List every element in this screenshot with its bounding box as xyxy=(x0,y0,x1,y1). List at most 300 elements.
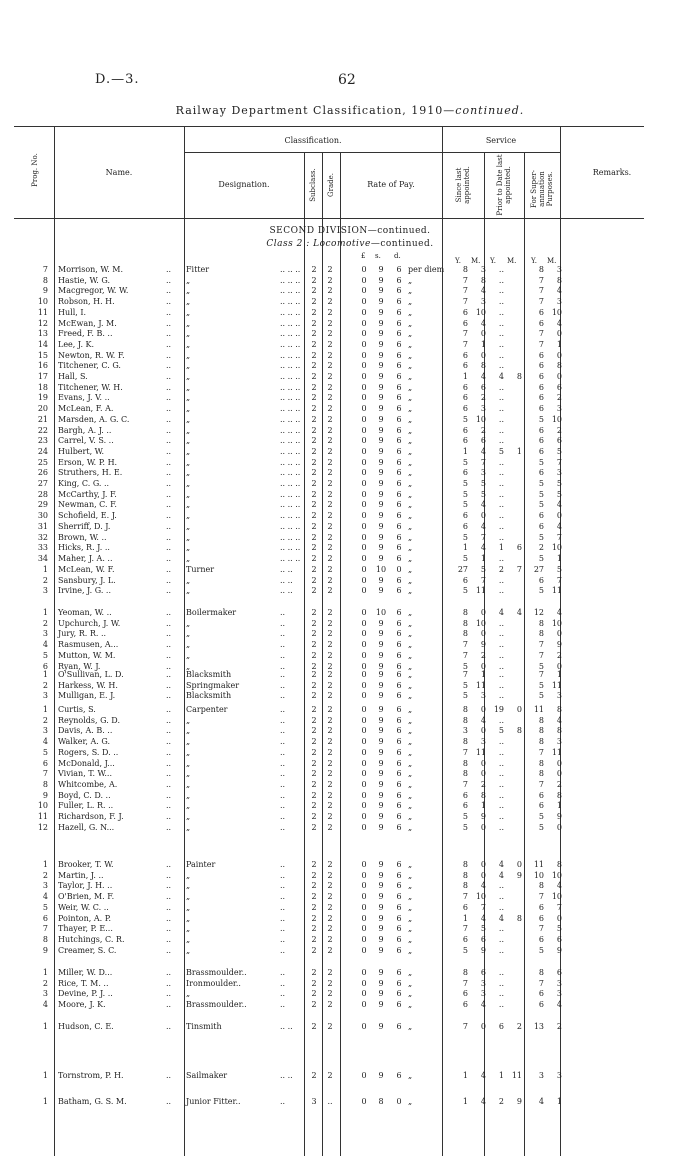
cell-super-years: 8 xyxy=(538,715,544,725)
cell-prior-years: .. xyxy=(498,318,504,328)
cell-grade: 2 xyxy=(327,1071,333,1080)
cell-grade: 2 xyxy=(327,661,333,671)
cell-since-years: 7 xyxy=(462,892,468,902)
cell-leader-dots: .. .. .. xyxy=(280,532,301,542)
cell-leader-dots: .. xyxy=(166,575,172,585)
cell-prog-no: 34 xyxy=(37,553,48,563)
cell-designation: „ xyxy=(186,870,191,880)
cell-leader-dots: .. xyxy=(166,1071,172,1080)
cell-prog-no: 9 xyxy=(42,790,48,800)
cell-pay-pounds: 0 xyxy=(361,650,367,660)
cell-prior-years: .. xyxy=(498,934,504,944)
cell-prior-years: 4 xyxy=(498,372,504,381)
cell-subclass: 2 xyxy=(311,286,317,296)
cell-super-months: 0 xyxy=(556,511,562,521)
cell-pay-pence: 6 xyxy=(396,446,402,456)
cell-leader-dots: .. .. xyxy=(280,575,293,585)
page-title xyxy=(0,104,700,117)
table-row xyxy=(0,651,700,661)
cell-designation: „ xyxy=(186,586,191,596)
cell-subclass: 2 xyxy=(311,565,317,574)
cell-since-years: 1 xyxy=(462,372,468,381)
table-row xyxy=(0,823,700,833)
cell-super-months: 7 xyxy=(556,575,562,585)
table-row xyxy=(0,308,700,318)
cell-pay-period: „ xyxy=(408,737,413,747)
cell-pay-shillings: 9 xyxy=(378,640,384,650)
cell-leader-dots: .. xyxy=(166,934,172,944)
cell-pay-pence: 6 xyxy=(396,586,402,596)
cell-since-months: 2 xyxy=(480,650,486,660)
cell-grade: 2 xyxy=(327,329,333,339)
table-row xyxy=(0,903,700,913)
cell-since-months: 0 xyxy=(480,629,486,639)
cell-pay-period: „ xyxy=(408,1071,413,1080)
cell-super-months: 10 xyxy=(551,618,562,628)
cell-designation: „ xyxy=(186,532,191,542)
cell-super-years: 6 xyxy=(538,521,544,531)
cell-grade: 2 xyxy=(327,500,333,510)
cell-name: Martin, J. .. xyxy=(58,870,104,880)
cell-pay-pounds: 0 xyxy=(361,350,367,360)
cell-pay-shillings: 9 xyxy=(378,629,384,639)
cell-pay-pence: 6 xyxy=(396,339,402,349)
cell-leader-dots: .. .. .. xyxy=(280,457,301,467)
cell-subclass: 2 xyxy=(311,715,317,725)
cell-pay-shillings: 9 xyxy=(378,1071,384,1080)
cell-leader-dots: .. xyxy=(280,978,286,988)
cell-grade: 2 xyxy=(327,978,333,988)
cell-super-months: 6 xyxy=(556,968,562,977)
cell-super-months: 4 xyxy=(556,286,562,296)
table-top-rule xyxy=(14,126,644,127)
cell-leader-dots: .. xyxy=(280,801,286,811)
cell-name: Mulligan, E. J. xyxy=(58,691,116,701)
cell-super-years: 8 xyxy=(538,726,544,736)
cell-name: Irvine, J. G. .. xyxy=(58,586,111,596)
cell-since-months: 4 xyxy=(480,715,486,725)
cell-prog-no: 15 xyxy=(37,350,48,360)
cell-name: Jury, R. R. .. xyxy=(58,629,107,639)
cell-name: Curtis, S. xyxy=(58,705,96,714)
cell-since-months: 1 xyxy=(480,339,486,349)
cell-leader-dots: .. xyxy=(166,629,172,639)
cell-since-years: 1 xyxy=(462,1097,468,1106)
cell-designation: „ xyxy=(186,468,191,478)
cell-pay-pounds: 0 xyxy=(361,553,367,563)
cell-pay-period: „ xyxy=(408,860,413,869)
cell-since-months: 11 xyxy=(475,747,486,757)
cell-pay-period: „ xyxy=(408,801,413,811)
cell-name: Devine, P. J. .. xyxy=(58,989,113,999)
cell-name: Hall, S. xyxy=(58,372,88,381)
cell-pay-shillings: 9 xyxy=(378,532,384,542)
cell-prior-months: 1 xyxy=(516,446,522,456)
cell-super-months: 5 xyxy=(556,565,562,574)
cell-subclass: 2 xyxy=(311,479,317,488)
cell-pay-pence: 6 xyxy=(396,726,402,736)
cell-since-months: 4 xyxy=(480,913,486,923)
cell-grade: 2 xyxy=(327,747,333,757)
cell-pay-shillings: 8 xyxy=(378,1097,384,1106)
cell-grade: 2 xyxy=(327,404,333,414)
cell-pay-shillings: 9 xyxy=(378,779,384,789)
cell-prior-years: .. xyxy=(498,436,504,446)
cell-pay-pounds: 0 xyxy=(361,881,367,891)
cell-leader-dots: .. .. .. xyxy=(280,425,301,435)
cell-designation: „ xyxy=(186,989,191,999)
cell-pay-period: „ xyxy=(408,870,413,880)
cell-pay-pounds: 0 xyxy=(361,978,367,988)
cell-super-years: 6 xyxy=(538,404,544,414)
cell-since-months: 7 xyxy=(480,532,486,542)
cell-leader-dots: .. xyxy=(280,945,286,955)
cell-leader-dots: .. xyxy=(166,307,172,317)
table-row xyxy=(0,404,700,414)
table-row xyxy=(0,447,700,457)
cell-pay-pence: 6 xyxy=(396,934,402,944)
cell-pay-pence: 6 xyxy=(396,670,402,679)
cell-pay-period: „ xyxy=(408,286,413,296)
cell-name: Davis, A. B. .. xyxy=(58,726,113,736)
cell-prior-years: 2 xyxy=(498,1097,504,1106)
cell-name: Marsden, A. G. C. xyxy=(58,414,130,424)
cell-super-months: 6 xyxy=(556,382,562,392)
cell-prior-years: .. xyxy=(498,489,504,499)
cell-name: Walker, A. G. xyxy=(58,737,110,747)
table-row xyxy=(0,726,700,736)
cell-designation: Painter xyxy=(186,860,216,869)
cell-subclass: 2 xyxy=(311,860,317,869)
cell-leader-dots: .. xyxy=(166,1000,172,1010)
cell-prog-no: 17 xyxy=(37,372,48,381)
cell-designation: Junior Fitter.. xyxy=(186,1097,241,1106)
cell-prog-no: 3 xyxy=(42,881,48,891)
cell-pay-pence: 6 xyxy=(396,892,402,902)
cell-since-months: 4 xyxy=(480,543,486,553)
cell-name: McLean, W. F. xyxy=(58,565,115,574)
cell-super-years: 4 xyxy=(538,1097,544,1106)
cell-super-years: 11 xyxy=(533,705,544,714)
cell-super-years: 6 xyxy=(538,361,544,371)
cell-pay-pounds: 0 xyxy=(361,769,367,779)
cell-leader-dots: .. .. .. xyxy=(280,500,301,510)
cell-leader-dots: .. .. .. xyxy=(280,521,301,531)
cell-grade: 2 xyxy=(327,715,333,725)
class-continued: —continued. xyxy=(370,239,434,249)
cell-super-months: 4 xyxy=(556,500,562,510)
cell-pay-shillings: 9 xyxy=(378,457,384,467)
cell-leader-dots: .. xyxy=(280,705,286,714)
cell-leader-dots: .. xyxy=(166,339,172,349)
cell-pay-period: „ xyxy=(408,758,413,768)
cell-pay-shillings: 9 xyxy=(378,924,384,934)
cell-since-years: 6 xyxy=(462,307,468,317)
cell-pay-shillings: 9 xyxy=(378,650,384,660)
cell-pay-pounds: 0 xyxy=(361,629,367,639)
cell-pay-pence: 6 xyxy=(396,393,402,403)
cell-since-years: 6 xyxy=(462,361,468,371)
cell-designation: Turner xyxy=(186,565,215,574)
cell-prior-years: .. xyxy=(498,382,504,392)
cell-since-months: 3 xyxy=(480,989,486,999)
cell-since-months: 6 xyxy=(480,382,486,392)
cell-prog-no: 25 xyxy=(37,457,48,467)
cell-since-months: 3 xyxy=(480,737,486,747)
cell-prog-no: 3 xyxy=(42,691,48,701)
cell-leader-dots: .. xyxy=(166,680,172,690)
cell-designation: „ xyxy=(186,945,191,955)
cell-prior-months: 9 xyxy=(516,1097,522,1106)
cell-pay-period: „ xyxy=(408,924,413,934)
cell-name: Whitcombe, A. xyxy=(58,779,118,789)
cell-pay-period: „ xyxy=(408,608,413,617)
cell-subclass: 2 xyxy=(311,446,317,456)
cell-name: Richardson, F. J. xyxy=(58,812,124,821)
cell-name: Fuller, L. R. .. xyxy=(58,801,114,811)
cell-prog-no: 11 xyxy=(37,812,48,821)
cell-prog-no: 23 xyxy=(37,436,48,446)
cell-pay-shillings: 9 xyxy=(378,934,384,944)
cell-pay-shillings: 9 xyxy=(378,489,384,499)
cell-super-years: 7 xyxy=(538,892,544,902)
cell-pay-pounds: 0 xyxy=(361,275,367,285)
cell-designation: „ xyxy=(186,726,191,736)
cell-grade: .. xyxy=(327,1097,333,1106)
cell-name: Thayer, P. E... xyxy=(58,924,113,934)
cell-prog-no: 16 xyxy=(37,361,48,371)
cell-since-years: 1 xyxy=(462,1071,468,1080)
cell-super-months: 8 xyxy=(556,705,562,714)
cell-designation: Ironmoulder.. xyxy=(186,978,241,988)
cell-super-months: 10 xyxy=(551,414,562,424)
cell-leader-dots: .. xyxy=(166,457,172,467)
table-row xyxy=(0,769,700,779)
cell-subclass: 2 xyxy=(311,705,317,714)
cell-grade: 2 xyxy=(327,286,333,296)
cell-grade: 2 xyxy=(327,565,333,574)
cell-pay-shillings: 9 xyxy=(378,543,384,553)
cell-prior-years: .. xyxy=(498,779,504,789)
cell-designation: „ xyxy=(186,737,191,747)
cell-since-years: 8 xyxy=(462,968,468,977)
cell-pay-period: „ xyxy=(408,446,413,456)
cell-subclass: 2 xyxy=(311,892,317,902)
cell-pay-pence: 6 xyxy=(396,608,402,617)
cell-prog-no: 1 xyxy=(42,608,48,617)
cell-pay-pounds: 0 xyxy=(361,586,367,596)
cell-super-years: 5 xyxy=(538,500,544,510)
cell-pay-pence: 6 xyxy=(396,361,402,371)
cell-pay-pence: 6 xyxy=(396,790,402,800)
cell-designation: „ xyxy=(186,457,191,467)
cell-pay-shillings: 9 xyxy=(378,468,384,478)
cell-super-years: 8 xyxy=(538,737,544,747)
table-row xyxy=(0,543,700,553)
cell-pay-pounds: 0 xyxy=(361,414,367,424)
cell-leader-dots: .. xyxy=(280,812,286,821)
cell-since-months: 0 xyxy=(480,329,486,339)
cell-since-months: 6 xyxy=(480,968,486,977)
header-superannuation: For Super-annuation Purposes. xyxy=(530,170,554,208)
cell-grade: 2 xyxy=(327,670,333,679)
cell-subclass: 2 xyxy=(311,350,317,360)
cell-subclass: 2 xyxy=(311,934,317,944)
unit-pounds: £ xyxy=(361,252,366,260)
cell-super-months: 0 xyxy=(556,913,562,923)
cell-designation: „ xyxy=(186,318,191,328)
cell-name: Morrison, W. M. xyxy=(58,265,124,274)
table-row xyxy=(0,914,700,924)
table-row xyxy=(0,468,700,478)
cell-prior-months: 0 xyxy=(516,860,522,869)
cell-pay-period: „ xyxy=(408,812,413,821)
cell-prior-years: .. xyxy=(498,393,504,403)
cell-subclass: 2 xyxy=(311,640,317,650)
cell-super-years: 5 xyxy=(538,532,544,542)
cell-pay-period: „ xyxy=(408,468,413,478)
cell-name: Hulbert, W. xyxy=(58,446,105,456)
cell-prog-no: 6 xyxy=(42,661,48,671)
cell-since-months: 3 xyxy=(480,404,486,414)
cell-pay-pence: 6 xyxy=(396,372,402,381)
cell-super-months: 0 xyxy=(556,758,562,768)
cell-name: Hudson, C. E. xyxy=(58,1022,114,1031)
cell-prog-no: 29 xyxy=(37,500,48,510)
cell-super-months: 7 xyxy=(556,457,562,467)
cell-pay-pence: 6 xyxy=(396,870,402,880)
cell-super-months: 8 xyxy=(556,275,562,285)
table-row xyxy=(0,522,700,532)
cell-pay-period: per diem xyxy=(408,265,445,274)
cell-since-months: 4 xyxy=(480,1000,486,1010)
cell-pay-pence: 6 xyxy=(396,924,402,934)
cell-grade: 2 xyxy=(327,575,333,585)
cell-super-years: 5 xyxy=(538,661,544,671)
cell-leader-dots: .. .. .. xyxy=(280,553,301,563)
cell-super-years: 6 xyxy=(538,913,544,923)
cell-super-years: 5 xyxy=(538,812,544,821)
table-row xyxy=(0,576,700,586)
cell-leader-dots: .. .. .. xyxy=(280,393,301,403)
cell-leader-dots: .. xyxy=(166,425,172,435)
cell-since-years: 8 xyxy=(462,618,468,628)
cell-pay-pence: 6 xyxy=(396,318,402,328)
cell-pay-pence: 6 xyxy=(396,779,402,789)
cell-prior-years: .. xyxy=(498,1000,504,1010)
table-row xyxy=(0,881,700,891)
cell-grade: 2 xyxy=(327,640,333,650)
cell-subclass: 2 xyxy=(311,680,317,690)
unit-months-prior: M. xyxy=(507,257,517,265)
cell-pay-pounds: 0 xyxy=(361,361,367,371)
table-row xyxy=(0,989,700,999)
cell-subclass: 2 xyxy=(311,575,317,585)
cell-since-months: 3 xyxy=(480,265,486,274)
cell-leader-dots: .. xyxy=(280,680,286,690)
class-name: Locomotive xyxy=(313,239,371,249)
cell-subclass: 2 xyxy=(311,881,317,891)
table-row xyxy=(0,871,700,881)
cell-designation: „ xyxy=(186,913,191,923)
cell-since-years: 6 xyxy=(462,575,468,585)
cell-name: Evans, J. V. .. xyxy=(58,393,110,403)
table-row xyxy=(0,924,700,934)
cell-since-years: 6 xyxy=(462,521,468,531)
cell-prog-no: 2 xyxy=(42,680,48,690)
cell-leader-dots: .. xyxy=(166,382,172,392)
cell-super-months: 0 xyxy=(556,629,562,639)
cell-prior-months: 4 xyxy=(516,608,522,617)
cell-prog-no: 1 xyxy=(42,670,48,679)
cell-subclass: 2 xyxy=(311,670,317,679)
cell-prior-years: .. xyxy=(498,468,504,478)
cell-pay-pounds: 0 xyxy=(361,902,367,912)
cell-name: Reynolds, G. D. xyxy=(58,715,120,725)
cell-leader-dots: .. xyxy=(166,945,172,955)
cell-designation: „ xyxy=(186,902,191,912)
unit-months-super: M. xyxy=(547,257,557,265)
cell-prog-no: 5 xyxy=(42,650,48,660)
cell-pay-shillings: 9 xyxy=(378,726,384,736)
cell-super-months: 11 xyxy=(551,680,562,690)
cell-name: O'Brien, M. F. xyxy=(58,892,115,902)
cell-super-years: 8 xyxy=(538,265,544,274)
cell-leader-dots: .. xyxy=(166,543,172,553)
cell-subclass: 3 xyxy=(311,1097,317,1106)
cell-since-years: 7 xyxy=(462,286,468,296)
cell-subclass: 2 xyxy=(311,382,317,392)
cell-designation: „ xyxy=(186,404,191,414)
cell-since-months: 3 xyxy=(480,691,486,701)
cell-since-years: 8 xyxy=(462,715,468,725)
cell-since-years: 5 xyxy=(462,532,468,542)
cell-subclass: 2 xyxy=(311,924,317,934)
cell-name: Maher, J. A. .. xyxy=(58,553,113,563)
cell-pay-pence: 6 xyxy=(396,629,402,639)
cell-pay-shillings: 9 xyxy=(378,747,384,757)
cell-leader-dots: .. .. .. xyxy=(280,446,301,456)
cell-name: Newton, R. W. F. xyxy=(58,350,125,360)
cell-subclass: 2 xyxy=(311,945,317,955)
cell-since-months: 0 xyxy=(480,726,486,736)
cell-leader-dots: .. xyxy=(166,726,172,736)
cell-pay-pence: 6 xyxy=(396,769,402,779)
cell-since-months: 2 xyxy=(480,393,486,403)
table-row xyxy=(0,737,700,747)
cell-grade: 2 xyxy=(327,812,333,821)
cell-pay-period: „ xyxy=(408,275,413,285)
cell-pay-period: „ xyxy=(408,661,413,671)
cell-super-years: 6 xyxy=(538,436,544,446)
cell-prog-no: 7 xyxy=(42,769,48,779)
cell-grade: 2 xyxy=(327,532,333,542)
cell-pay-pence: 6 xyxy=(396,521,402,531)
table-row xyxy=(0,716,700,726)
cell-prior-years: .. xyxy=(498,425,504,435)
table-row xyxy=(0,393,700,403)
cell-pay-pounds: 0 xyxy=(361,680,367,690)
cell-super-months: 6 xyxy=(556,934,562,944)
cell-leader-dots: .. xyxy=(166,737,172,747)
cell-prior-years: .. xyxy=(498,618,504,628)
cell-pay-pence: 6 xyxy=(396,404,402,414)
cell-since-months: 3 xyxy=(480,468,486,478)
cell-super-years: 5 xyxy=(538,586,544,596)
cell-leader-dots: .. .. .. xyxy=(280,511,301,521)
cell-super-months: 8 xyxy=(556,726,562,736)
cell-grade: 2 xyxy=(327,265,333,274)
